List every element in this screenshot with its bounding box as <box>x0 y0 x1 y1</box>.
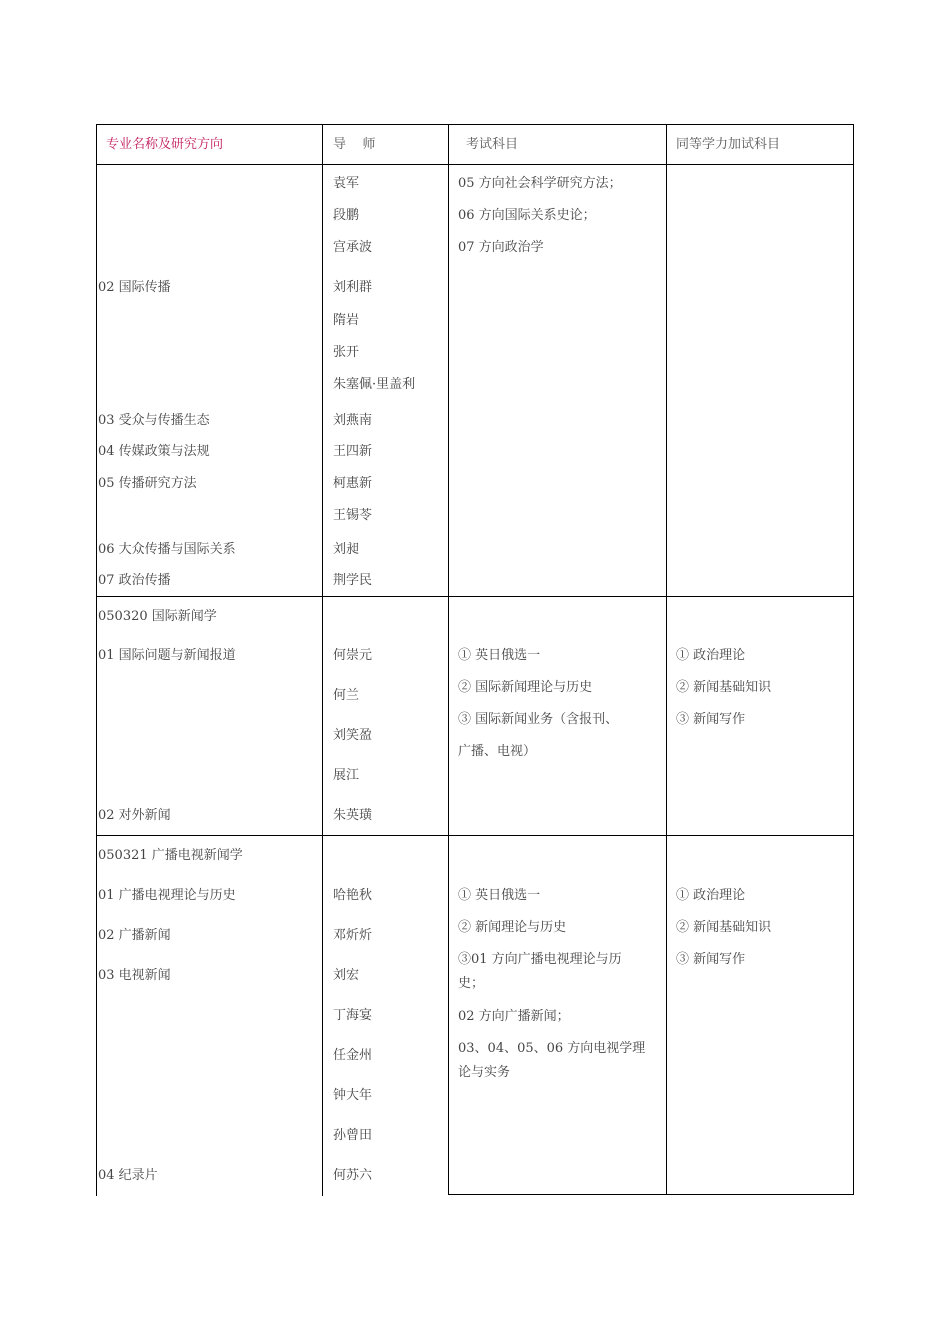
direction-item: 03 电视新闻 <box>98 968 171 983</box>
major-title: 050320 国际新闻学 <box>98 609 217 624</box>
section2-bottom-border <box>96 835 854 836</box>
tutor-name: 哈艳秋 <box>333 888 373 903</box>
table-left-border <box>96 124 97 1196</box>
tutor-name: 段鹏 <box>333 208 360 223</box>
extra-subject: ② 新闻基础知识 <box>676 920 772 935</box>
tutor-name: 刘燕南 <box>333 413 373 428</box>
direction-item: 02 对外新闻 <box>98 808 171 823</box>
tutor-name: 刘笑盈 <box>333 728 373 743</box>
tutor-name: 钟大年 <box>333 1088 373 1103</box>
col3-divider <box>666 124 667 1195</box>
exam-subject: 05 方向社会科学研究方法； <box>458 176 622 191</box>
extra-subject: ① 政治理论 <box>676 648 746 663</box>
direction-item: 04 传媒政策与法规 <box>98 444 210 459</box>
exam-subject: ① 英日俄选一 <box>458 888 541 903</box>
tutor-name: 荆学民 <box>333 573 373 588</box>
tutor-name: 任金州 <box>333 1048 373 1063</box>
exam-subject: ③01 方向广播电视理论与历 <box>458 952 622 967</box>
extra-subject: ③ 新闻写作 <box>676 952 746 967</box>
direction-item: 01 广播电视理论与历史 <box>98 888 236 903</box>
header-extra-subjects: 同等学力加试科目 <box>676 137 781 152</box>
tutor-name: 张开 <box>333 345 360 360</box>
exam-subject: ① 英日俄选一 <box>458 648 541 663</box>
tutor-name: 何苏六 <box>333 1168 373 1183</box>
tutor-name: 刘宏 <box>333 968 360 983</box>
exam-subject: 02 方向广播新闻； <box>458 1009 570 1024</box>
header-tutor: 导 师 <box>333 137 376 152</box>
direction-item: 02 国际传播 <box>98 280 171 295</box>
direction-item: 01 国际问题与新闻报道 <box>98 648 236 663</box>
exam-subject: ② 新闻理论与历史 <box>458 920 567 935</box>
table-right-border <box>853 124 854 1195</box>
direction-item: 06 大众传播与国际关系 <box>98 542 236 557</box>
exam-subject: 03、04、05、06 方向电视学理 <box>458 1041 646 1056</box>
tutor-name: 刘昶 <box>333 542 360 557</box>
tutor-name: 王四新 <box>333 444 373 459</box>
tutor-name: 刘利群 <box>333 280 373 295</box>
header-bottom-border <box>96 164 854 165</box>
tutor-name: 展江 <box>333 768 360 783</box>
header-major-direction: 专业名称及研究方向 <box>106 137 224 152</box>
exam-subject: ② 国际新闻理论与历史 <box>458 680 593 695</box>
major-title: 050321 广播电视新闻学 <box>98 848 243 863</box>
tutor-name: 朱塞佩·里盖利 <box>333 377 416 392</box>
tutor-name: 宫承波 <box>333 240 373 255</box>
extra-subject: ① 政治理论 <box>676 888 746 903</box>
tutor-name: 隋岩 <box>333 313 360 328</box>
section3-bottom-border <box>448 1194 854 1195</box>
extra-subject: ③ 新闻写作 <box>676 712 746 727</box>
direction-item: 02 广播新闻 <box>98 928 171 943</box>
tutor-name: 柯惠新 <box>333 476 373 491</box>
header-exam-subjects: 考试科目 <box>466 137 519 152</box>
direction-item: 04 纪录片 <box>98 1168 158 1183</box>
direction-item: 03 受众与传播生态 <box>98 413 210 428</box>
extra-subject: ② 新闻基础知识 <box>676 680 772 695</box>
direction-item: 05 传播研究方法 <box>98 476 197 491</box>
tutor-name: 朱英璜 <box>333 808 373 823</box>
section1-bottom-border <box>96 596 854 597</box>
direction-item: 07 政治传播 <box>98 573 171 588</box>
tutor-name: 何兰 <box>333 688 360 703</box>
col1-divider <box>322 124 323 1196</box>
exam-subject: 06 方向国际关系史论； <box>458 208 596 223</box>
exam-subject: ③ 国际新闻业务（含报刊、 <box>458 712 619 727</box>
tutor-name: 孙曾田 <box>333 1128 373 1143</box>
tutor-name: 王锡苓 <box>333 508 373 523</box>
exam-subject: 论与实务 <box>458 1065 511 1080</box>
exam-subject: 07 方向政治学 <box>458 240 544 255</box>
tutor-name: 丁海宴 <box>333 1008 373 1023</box>
tutor-name: 袁军 <box>333 176 360 191</box>
tutor-name: 邓炘炘 <box>333 928 373 943</box>
table-top-border <box>96 124 854 125</box>
exam-subject: 史； <box>458 976 485 991</box>
exam-subject: 广播、电视） <box>458 744 537 759</box>
tutor-name: 何崇元 <box>333 648 373 663</box>
col2-divider <box>448 124 449 1195</box>
